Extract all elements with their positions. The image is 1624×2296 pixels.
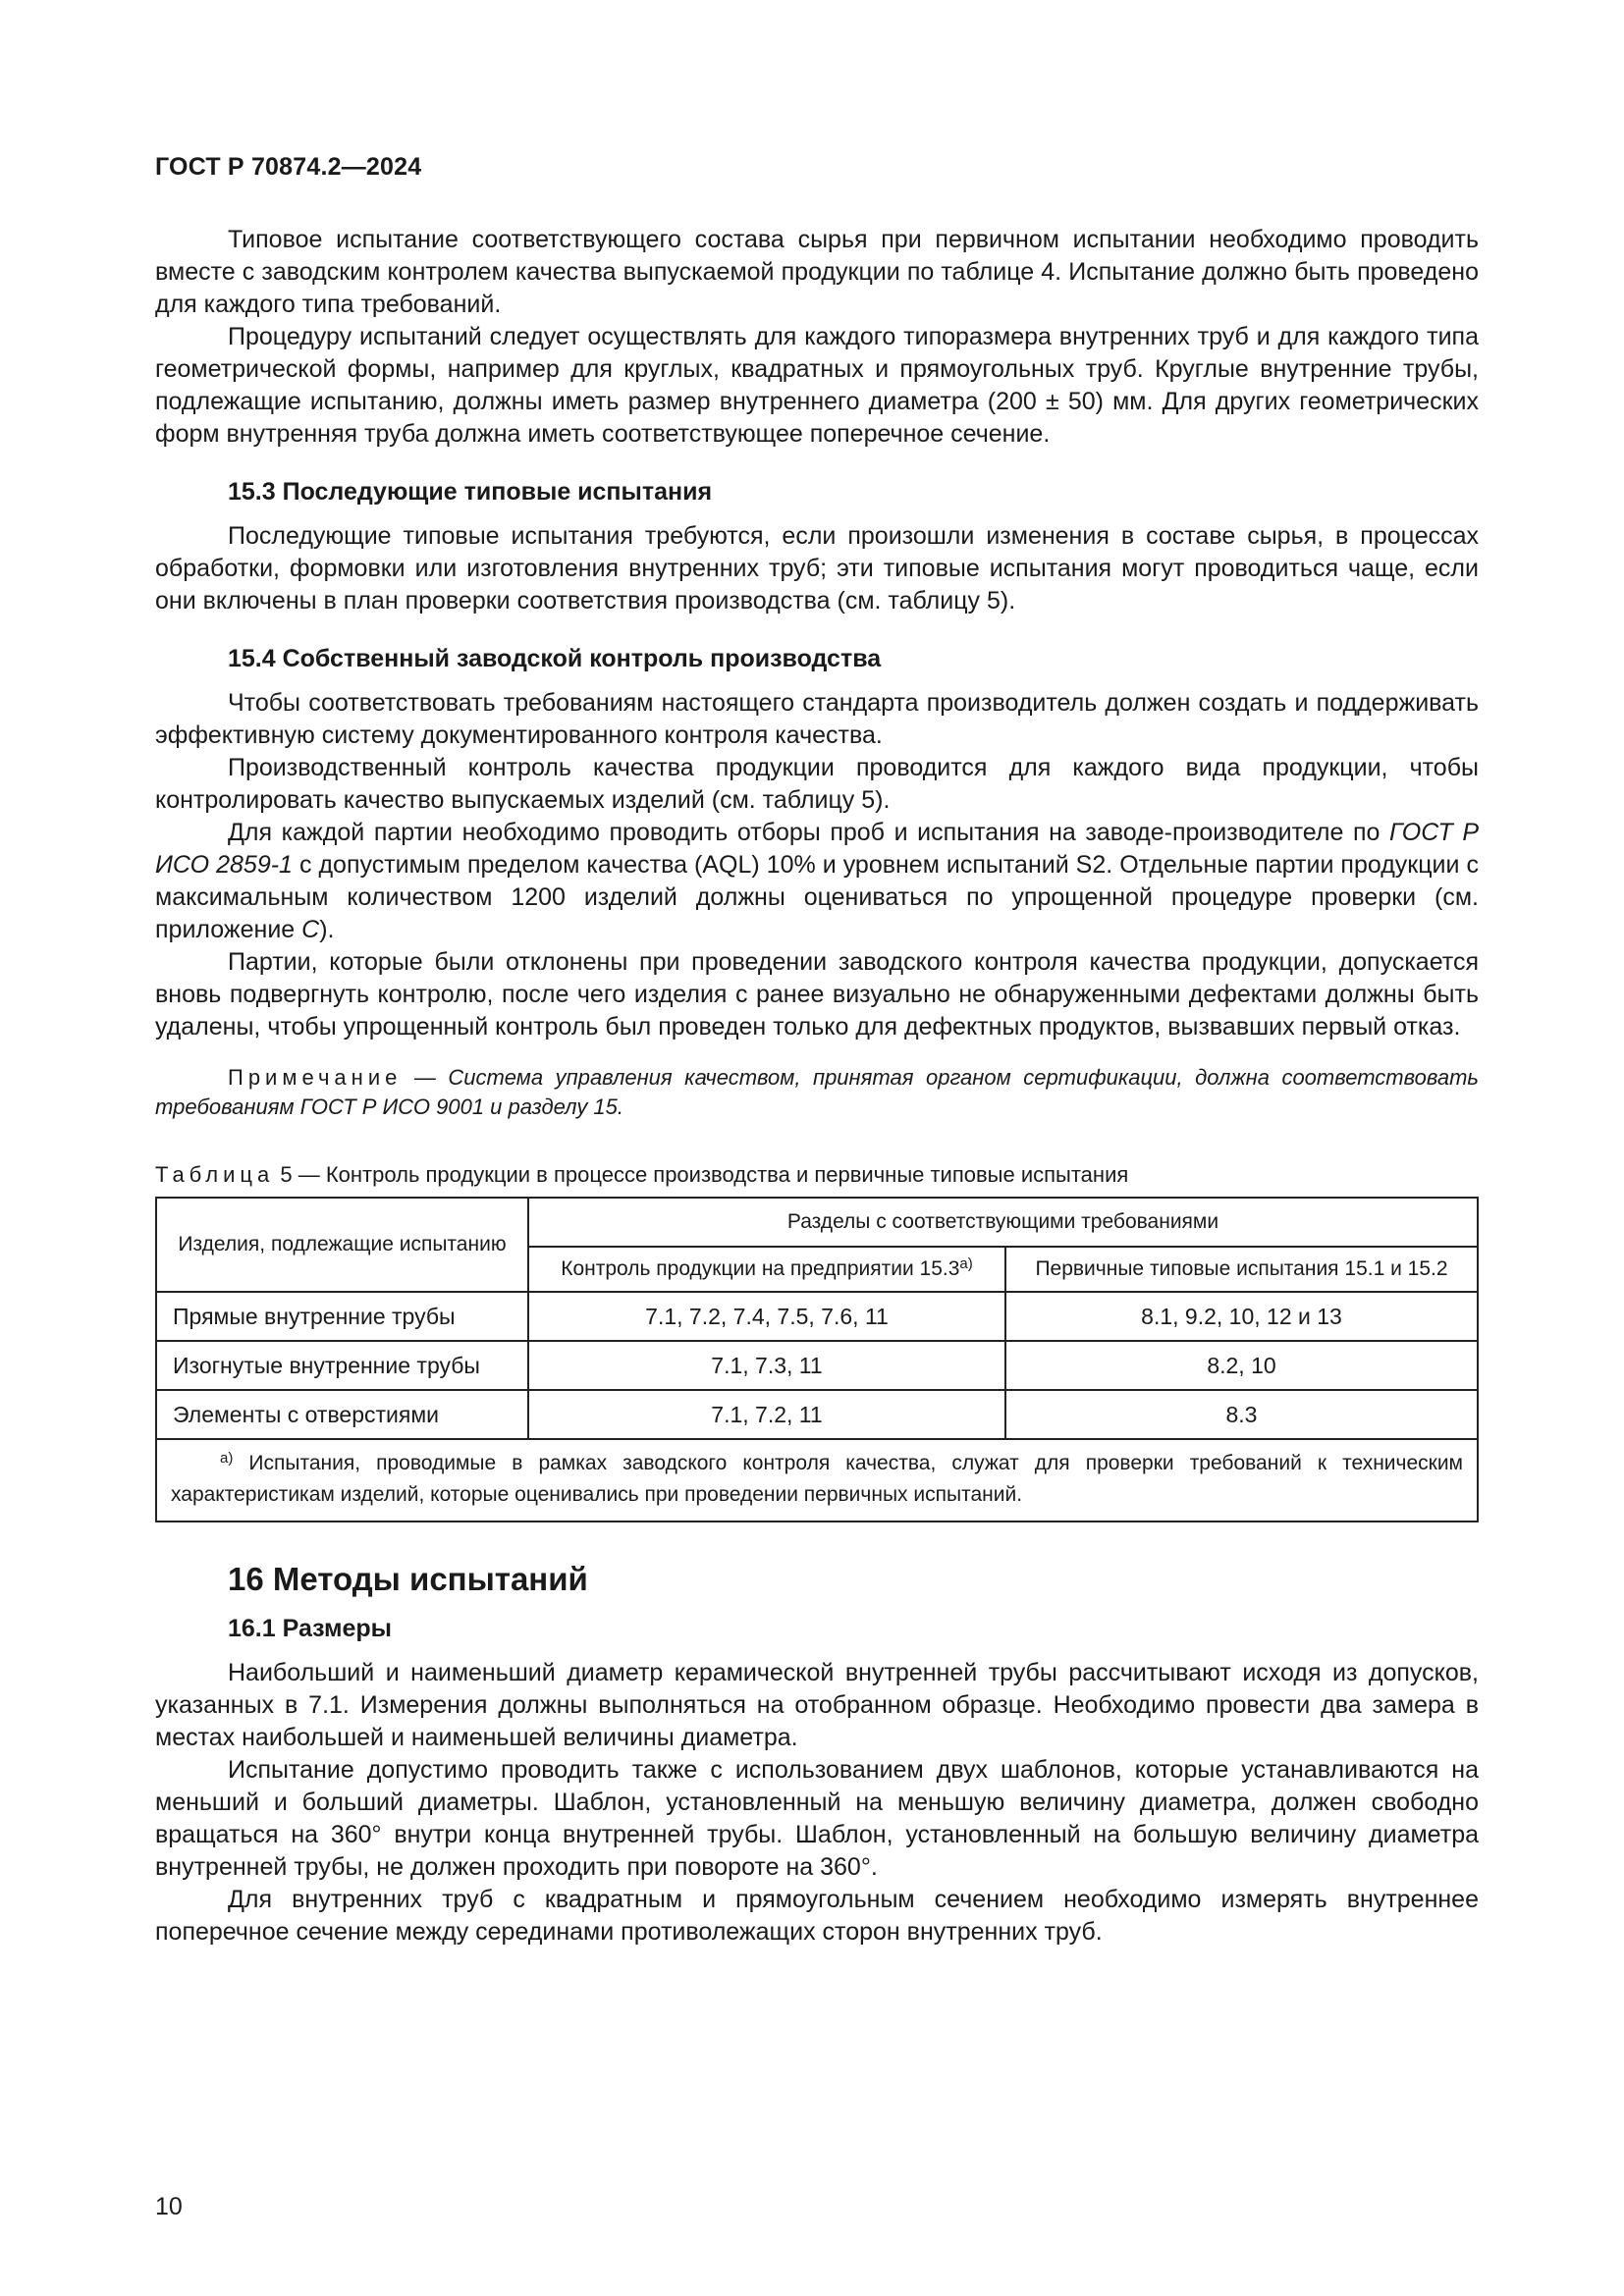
table-cell-factory: 7.1, 7.2, 11 — [528, 1390, 1005, 1439]
column-header-initial-tests: Первичные типовые испытания 15.1 и 15.2 — [1005, 1247, 1478, 1292]
column-group-header: Разделы с соответствующими требованиями — [528, 1198, 1478, 1247]
section-heading-16-1: 16.1 Размеры — [228, 1615, 392, 1642]
table-caption-text: 5 — Контроль продукции в процессе производства и первичные типовые испытания — [274, 1162, 1129, 1187]
paragraph: Последующие типовые испытания требуются, если произошли изменения в составе сырья, в процессах обработки, формовки или изготовления внутренних труб; эти типовые испытания могут проводиться чаще, если они включены в план проверки соответствия производства (см. таблицу 5). — [155, 522, 1479, 614]
paragraph: Производственный контроль качества продукции проводится для каждого вида продукции, чтобы контролировать качество выпускаемых изделий (см. таблицу 5). — [155, 754, 1479, 814]
paragraph-text: Для каждой партии необходимо проводить отборы проб и испытания на заводе-производителе по — [228, 819, 1390, 846]
page-content — [155, 224, 1479, 1949]
section-heading-15-3: 15.3 Последующие типовые испытания — [228, 478, 713, 506]
footnote-marker: а) — [220, 1450, 234, 1467]
paragraph: Процедуру испытаний следует осуществлять для каждого типоразмера внутренних труб и для каждого типа геометрической формы, например для круглых, квадратных и прямоугольных труб. Круглые внутренние трубы, подлежащие испытанию, должны иметь размер внутреннего диаметра (200 ± 50) мм. Для других геометрических форм внутренняя труба должна иметь соответствующее поперечное сечение. — [155, 323, 1479, 448]
table-cell-factory: 7.1, 7.3, 11 — [528, 1341, 1005, 1390]
paragraph-text: с допустимым пределом качества (AQL) 10% и уровнем испытаний S2. Отдельные партии продукции с максимальным количеством 1200 изделий должны оцениваться по упрощенной процедуре проверки (см. приложение — [155, 851, 1479, 943]
table-cell-item: Изогнутые внутренние трубы — [156, 1341, 528, 1390]
table-cell-item: Прямые внутренние трубы — [156, 1292, 528, 1341]
table-cell-initial: 8.2, 10 — [1005, 1341, 1478, 1390]
note-text: — Система управления качеством, принятая органом сертификации, должна соответствовать требованиям ГОСТ Р ИСО 9001 и разделу 15. — [155, 1065, 1479, 1119]
paragraph: Чтобы соответствовать требованиям настоящего стандарта производитель должен создать и поддерживать эффективную систему документированного контроля качества. — [155, 689, 1479, 749]
standard-reference: ГОСТ Р ИСО 2859-1 — [155, 819, 1479, 879]
table-cell-item: Элементы с отверстиями — [156, 1390, 528, 1439]
table-caption — [155, 1161, 1479, 1189]
paragraph: Для внутренних труб с квадратным и прямоугольным сечением необходимо измерять внутреннее поперечное сечение между серединами противолежащих сторон внутренних труб. — [155, 1886, 1479, 1946]
table-cell-initial: 8.1, 9.2, 10, 12 и 13 — [1005, 1292, 1478, 1341]
table-footnote-row — [156, 1439, 1478, 1522]
table-cell-factory: 7.1, 7.2, 7.4, 7.5, 7.6, 11 — [528, 1292, 1005, 1341]
column-header-text: Контроль продукции на предприятии 15.3 — [561, 1257, 960, 1280]
paragraph — [155, 817, 1479, 946]
section-heading-15-4: 15.4 Собственный заводской контроль производства — [228, 645, 882, 672]
standard-code: ГОСТ Р 70874.2—2024 — [155, 153, 422, 181]
column-header-factory-control — [528, 1247, 1005, 1292]
footnote-text: Испытания, проводимые в рамках заводского контроля качества, служат для проверки требований к техническим характеристикам изделий, которые оценивались при проведении первичных испытаний. — [171, 1452, 1463, 1506]
paragraph-text: ). — [319, 916, 335, 943]
table-row — [156, 1341, 1478, 1390]
table-row — [156, 1390, 1478, 1439]
paragraph: Типовое испытание соответствующего состава сырья при первичном испытании необходимо проводить вместе с заводским контролем качества выпускаемой продукции по таблице 4. Испытание должно быть проведено для каждого типа требований. — [155, 226, 1479, 318]
table-cell-initial: 8.3 — [1005, 1390, 1478, 1439]
footnote-marker: а) — [959, 1255, 973, 1272]
table-caption-label: Таблица — [155, 1162, 275, 1187]
annex-reference: С — [301, 916, 320, 943]
paragraph: Испытание допустимо проводить также с использованием двух шаблонов, которые устанавливаются на меньший и больший диаметры. Шаблон, установленный на меньшую величину диаметра, должен свободно вращаться на 360° внутри конца внутренней трубы. Шаблон, установленный на большую величину диаметра внутренней трубы, не должен проходить при повороте на 360°. — [155, 1756, 1479, 1881]
table-footnote — [156, 1439, 1478, 1522]
paragraph: Наибольший и наименьший диаметр керамической внутренней трубы рассчитывают исходя из допусков, указанных в 7.1. Измерения должны выполняться на отобранном образце. Необходимо провести два замера в местах наибольшей и наименьшей величины диаметра. — [155, 1659, 1479, 1751]
note — [155, 1063, 1479, 1122]
table-5 — [155, 1197, 1479, 1522]
page-number: 10 — [155, 2193, 183, 2220]
paragraph: Партии, которые были отклонены при проведении заводского контроля качества продукции, допускается вновь подвергнуть контролю, после чего изделия с ранее визуально не обнаруженными дефектами должны быть удалены, чтобы упрощенный контроль был проведен только для дефектных продуктов, вызвавших первый отказ. — [155, 948, 1479, 1041]
section-heading-16: 16 Методы испытаний — [228, 1561, 588, 1597]
column-header-items: Изделия, подлежащие испытанию — [156, 1198, 528, 1292]
note-label: Примечание — [228, 1065, 403, 1090]
table-row — [156, 1292, 1478, 1341]
